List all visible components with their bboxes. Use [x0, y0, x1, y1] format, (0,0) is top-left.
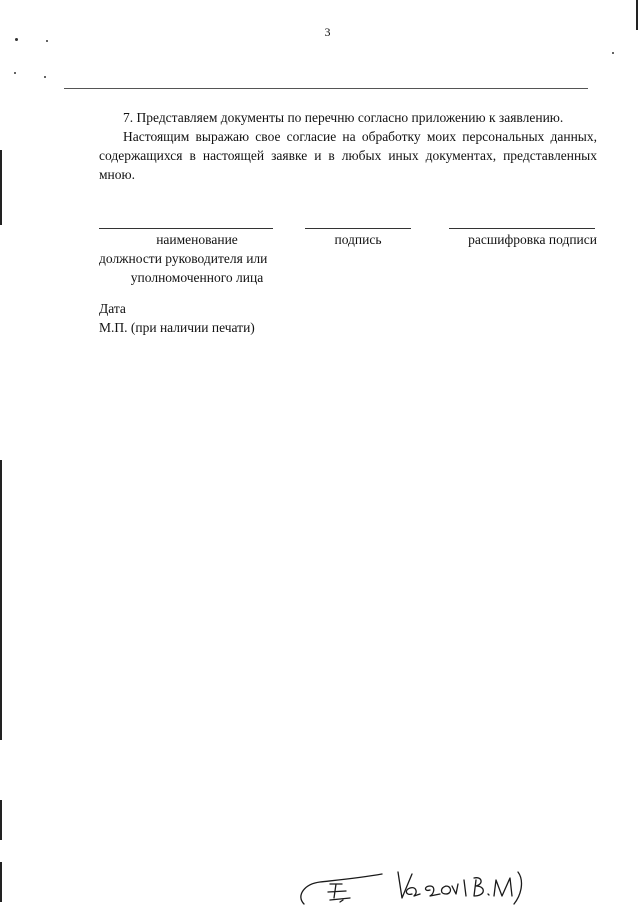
decoding-caption: расшифровка подписи	[468, 232, 597, 247]
scan-edge-mark	[0, 862, 2, 902]
scan-edge-mark	[636, 0, 638, 30]
header-rule	[64, 88, 588, 89]
position-caption-line1: наименование	[156, 232, 238, 247]
position-caption-line3: уполномоченного лица	[130, 270, 264, 285]
signature-caption: подпись	[334, 232, 382, 247]
page-number: 3	[324, 25, 331, 39]
scan-edge-mark	[0, 460, 2, 740]
date-label: Дата	[99, 301, 126, 316]
decoding-line	[449, 228, 595, 229]
paragraph-consent: Настоящим выражаю свое согласие на обработку моих персональных данных, содержащихся в настоящей заявке и в любых иных документах, представленных мною.	[99, 129, 597, 182]
stamp-label: М.П. (при наличии печати)	[99, 320, 255, 335]
position-line	[99, 228, 273, 229]
signature-line	[305, 228, 411, 229]
scan-edge-mark	[0, 800, 2, 840]
signature-block	[99, 222, 597, 285]
scan-speck	[44, 76, 46, 78]
paragraph-documents: 7. Представляем документы по перечню согласно приложению к заявлению.	[123, 110, 564, 125]
date-stamp-block	[99, 299, 255, 337]
scan-edge-mark	[0, 150, 2, 225]
body-text	[99, 108, 597, 184]
scan-speck	[612, 52, 614, 54]
handwritten-signature	[290, 860, 540, 905]
scan-speck	[14, 72, 16, 74]
scan-speck	[46, 40, 48, 42]
scan-speck	[15, 38, 18, 41]
position-caption-line2: должности руководителя или	[99, 251, 268, 266]
